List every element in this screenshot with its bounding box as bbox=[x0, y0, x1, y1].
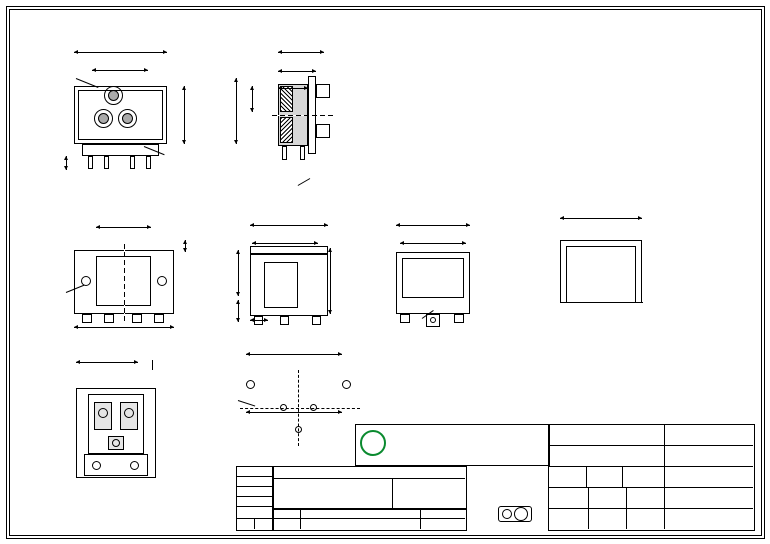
size-div-3 bbox=[236, 496, 272, 497]
title-block-info bbox=[548, 424, 755, 531]
dim-line-13800-b bbox=[246, 412, 342, 413]
dim-line-550 bbox=[238, 300, 239, 322]
dim-line-2250 bbox=[396, 225, 470, 226]
terminal-view bbox=[58, 368, 208, 478]
lv-tab-right bbox=[454, 314, 464, 323]
rear-tab-2 bbox=[104, 314, 114, 323]
rear-tab-4 bbox=[154, 314, 164, 323]
cs-tab-right bbox=[312, 316, 321, 325]
pc-inner bbox=[566, 246, 636, 302]
side-leg-right bbox=[300, 146, 305, 160]
cross-section-view bbox=[232, 232, 382, 342]
pcb-hole-bottom bbox=[295, 426, 302, 433]
unit-div-1 bbox=[588, 487, 589, 529]
rev-div-v2 bbox=[420, 508, 421, 529]
dim-line-11 bbox=[278, 71, 316, 72]
tv-screw-earth bbox=[112, 439, 120, 447]
pcb-hole-tl bbox=[246, 380, 255, 389]
front-pin-earth-inner bbox=[108, 90, 119, 101]
dim-line-1380 bbox=[76, 362, 138, 363]
dim-line-1660 bbox=[252, 243, 318, 244]
projection-circle-small bbox=[502, 509, 512, 519]
dim-line-13 bbox=[184, 86, 185, 144]
rear-hole-right bbox=[157, 276, 167, 286]
dim-line-1950-left bbox=[74, 327, 174, 328]
designer-div-1 bbox=[586, 466, 587, 487]
tv-base-hole-left bbox=[92, 461, 101, 470]
dim-line-18 bbox=[74, 52, 167, 53]
cs-top-lip bbox=[250, 246, 328, 254]
front-leg-4 bbox=[146, 156, 151, 169]
dim-line-10 bbox=[92, 70, 148, 71]
label-view bbox=[388, 232, 498, 342]
tv-base-hole-right bbox=[130, 461, 139, 470]
front-leg-3 bbox=[130, 156, 135, 169]
side-nose-top bbox=[316, 84, 330, 98]
info-divider-h4 bbox=[548, 508, 753, 509]
size-div-v bbox=[254, 518, 255, 529]
tolerance-block bbox=[272, 466, 467, 510]
company-logo-mark bbox=[360, 430, 386, 456]
tol-div-v1 bbox=[392, 478, 393, 508]
cs-inner bbox=[264, 262, 298, 308]
rear-tab-1 bbox=[82, 314, 92, 323]
pcb-hole-mid-left bbox=[280, 404, 287, 411]
lv-label bbox=[402, 258, 464, 298]
dim-line-1300 bbox=[96, 227, 151, 228]
dim-line-45 bbox=[66, 156, 67, 170]
size-div-1 bbox=[236, 476, 272, 477]
panel-cutout-view bbox=[548, 222, 698, 332]
dim-line-13800 bbox=[246, 354, 342, 355]
revision-block bbox=[272, 508, 467, 531]
dim-line-340 bbox=[250, 320, 268, 321]
side-nose-bottom bbox=[316, 124, 330, 138]
pcb-hole-tr bbox=[342, 380, 351, 389]
front-leg-2 bbox=[104, 156, 109, 169]
side-leg-left bbox=[282, 146, 287, 160]
lv-hole bbox=[430, 317, 436, 323]
lv-tab-left bbox=[400, 314, 410, 323]
dim-line-1950-label bbox=[400, 243, 466, 244]
dim-line-12 bbox=[278, 52, 324, 53]
rev-div-v1 bbox=[300, 508, 301, 529]
dim-line-32 bbox=[252, 86, 253, 112]
front-pin-live-inner bbox=[98, 113, 109, 124]
pc-bottom bbox=[560, 302, 643, 303]
dim-line-1450 bbox=[330, 248, 331, 314]
dim-line-950 bbox=[238, 250, 239, 296]
side-centerline bbox=[272, 115, 334, 116]
pcb-ref-v bbox=[298, 370, 299, 446]
dim-line-19800 bbox=[560, 218, 642, 219]
cs-tab-mid bbox=[280, 316, 289, 325]
rear-centerline bbox=[124, 244, 125, 322]
side-hatch-lower bbox=[280, 117, 293, 143]
info-divider-h2 bbox=[548, 466, 753, 467]
size-div-2 bbox=[236, 486, 272, 487]
tv-screw-left bbox=[98, 408, 108, 418]
tol-div-h1 bbox=[272, 478, 465, 479]
designer-div-2 bbox=[622, 466, 623, 487]
front-view bbox=[60, 60, 200, 180]
dim-line-17 bbox=[185, 240, 186, 252]
info-divider-h3 bbox=[548, 487, 753, 488]
dim-line-236 bbox=[236, 78, 237, 144]
rear-view bbox=[60, 232, 210, 342]
side-section-view bbox=[248, 62, 368, 182]
size-div-4 bbox=[236, 506, 272, 507]
dim-ext-120 bbox=[152, 360, 153, 370]
unit-div-2 bbox=[626, 487, 627, 529]
tv-screw-right bbox=[124, 408, 134, 418]
rear-tab-3 bbox=[132, 314, 142, 323]
projection-circle-large bbox=[514, 507, 528, 521]
info-divider-h1 bbox=[548, 445, 753, 446]
dim-line-91 bbox=[278, 88, 308, 89]
info-divider-v bbox=[664, 424, 665, 529]
front-body bbox=[82, 144, 159, 156]
pcb-hole-mid-right bbox=[310, 404, 317, 411]
front-pin-neutral-inner bbox=[122, 113, 133, 124]
pcb-ref-h bbox=[240, 408, 360, 409]
front-leg-1 bbox=[88, 156, 93, 169]
dim-line-1750 bbox=[250, 225, 328, 226]
